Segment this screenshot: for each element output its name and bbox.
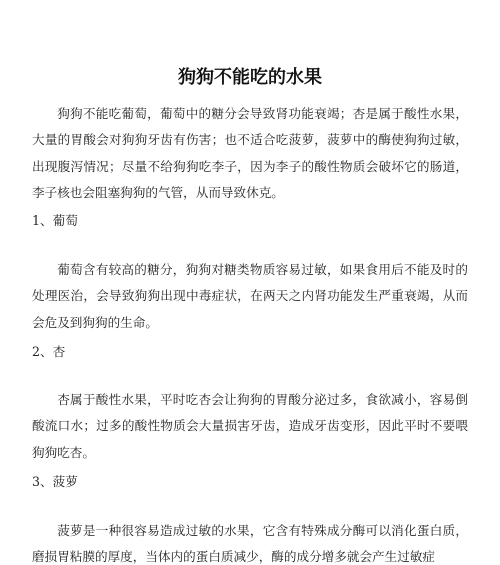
section-heading-apricot: 2、杏 xyxy=(32,344,66,359)
section-body-apricot: 杏属于酸性水果，平时吃杏会让狗狗的胃酸分泌过多，食欲减小，容易倒酸流口水；过多的酸性物质会大量损害牙齿，造成牙齿变形，因此平时不要喂狗狗吃杏。 xyxy=(32,392,468,460)
section-heading-grape: 1、葡萄 xyxy=(32,213,78,228)
document-title: 狗狗不能吃的水果 xyxy=(178,67,322,88)
section-body-grape: 葡萄含有较高的糖分，狗狗对糖类物质容易过敏，如果食用后不能及时的处理医治，会导致狗狗出现中毒症状，在两天之内肾功能发生严重衰竭，从而会危及到狗狗的生命。 xyxy=(32,262,468,330)
intro-paragraph: 狗狗不能吃葡萄，葡萄中的糖分会导致肾功能衰竭；杏是属于酸性水果，大量的胃酸会对狗狗牙齿有伤害；也不适合吃菠萝，菠萝中的酶使狗狗过敏，出现腹泻情况；尽量不给狗狗吃李子，因为李子的酸性物质会破坏它的肠道，李子核也会阻塞狗狗的气管，从而导致休克。 xyxy=(32,106,468,200)
section-heading-pineapple: 3、菠萝 xyxy=(32,474,78,489)
section-body-pineapple: 菠萝是一种很容易造成过敏的水果，它含有特殊成分酶可以消化蛋白质，磨损胃粘膜的厚度，当体内的蛋白质减少，酶的成分增多就会产生过敏症 xyxy=(32,523,468,565)
